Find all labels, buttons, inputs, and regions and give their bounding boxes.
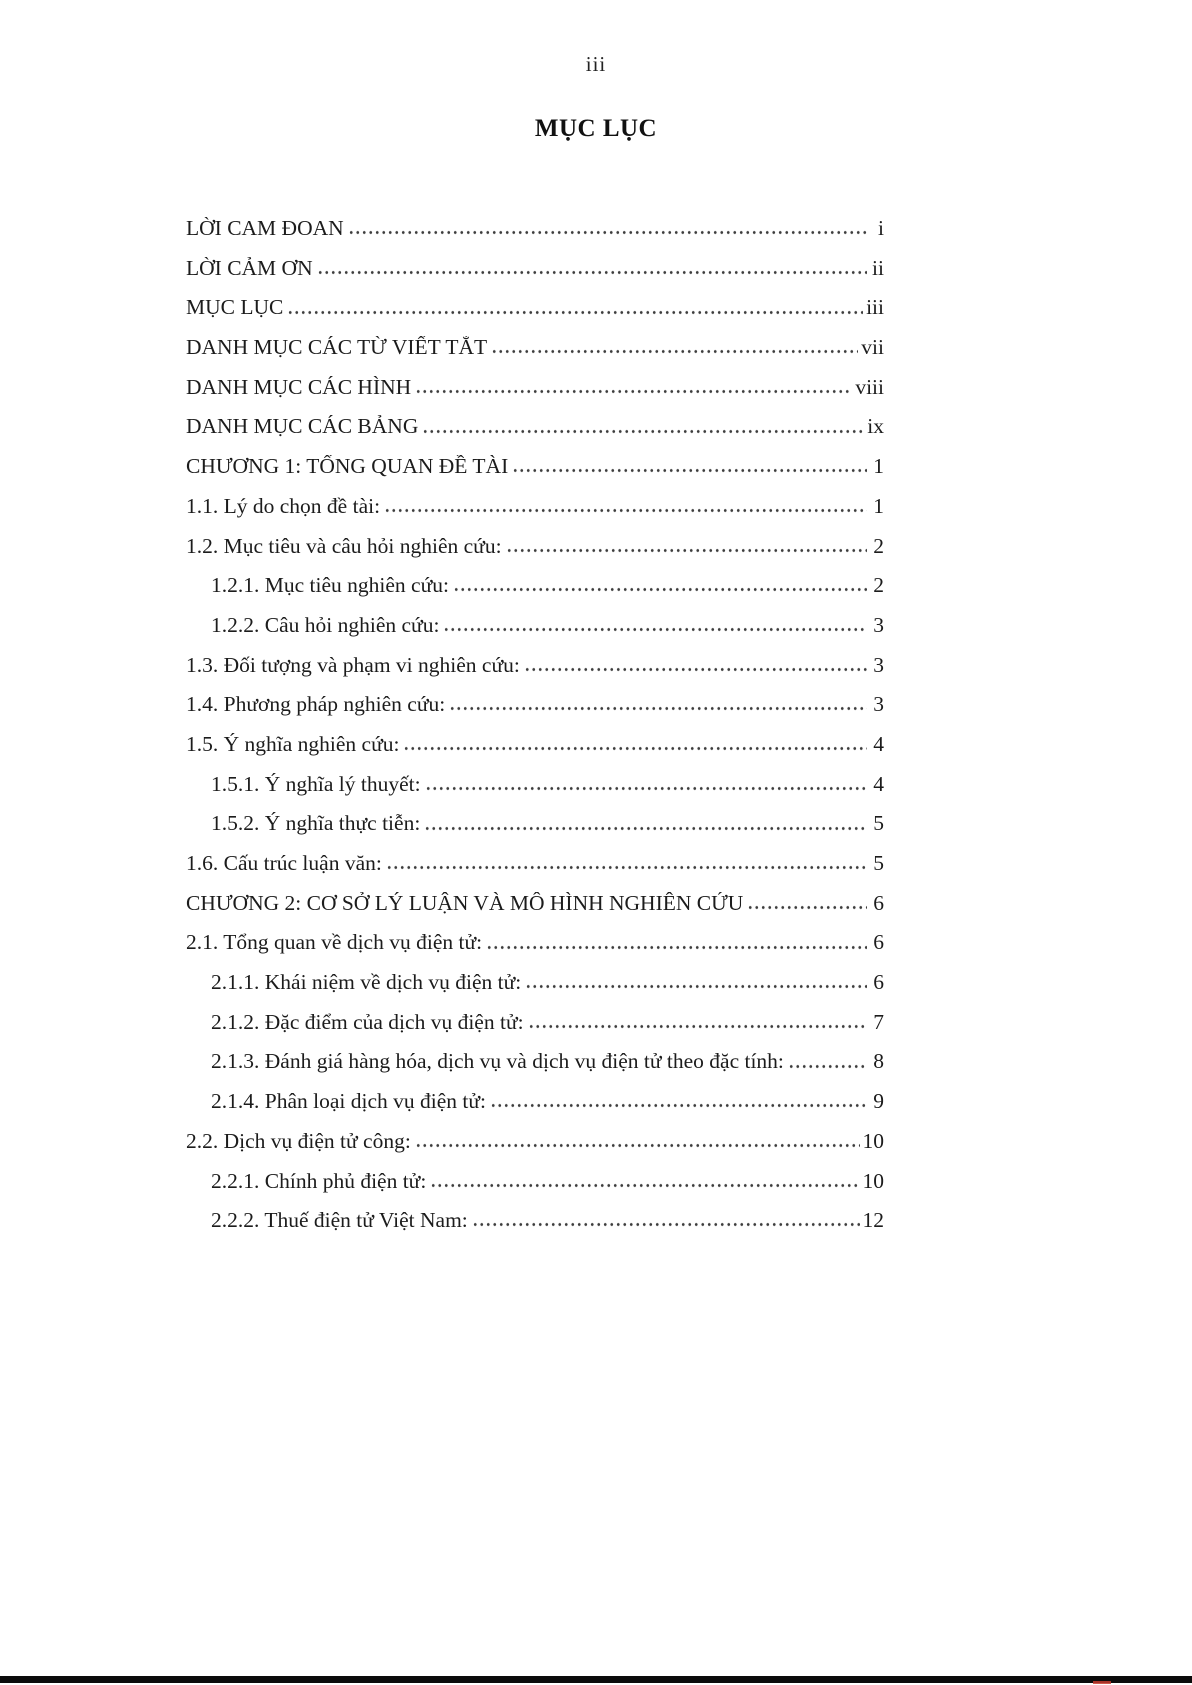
toc-entry[interactable] — [186, 717, 884, 757]
toc-entry[interactable] — [186, 955, 884, 995]
dot-leader-icon — [528, 995, 867, 1035]
toc-entry-page: 6 — [873, 930, 884, 955]
toc-entry-page: 10 — [862, 1128, 884, 1153]
toc-entry-label: MỤC LỤC — [186, 296, 284, 320]
toc-entry[interactable] — [186, 1193, 884, 1233]
toc-entry-label: 1.5.2. Ý nghĩa thực tiễn: — [211, 812, 421, 836]
toc-entry-label: 1.3. Đối tượng và phạm vi nghiên cứu: — [186, 653, 520, 677]
toc-entry-page: 1 — [873, 493, 884, 518]
toc-entry[interactable] — [186, 638, 884, 678]
toc-entry-label: CHƯƠNG 2: CƠ SỞ LÝ LUẬN VÀ MÔ HÌNH NGHIÊN CỨU — [186, 891, 744, 915]
toc-entry[interactable] — [186, 360, 884, 400]
dot-leader-icon — [415, 360, 852, 400]
toc-entry[interactable] — [186, 876, 884, 916]
dot-leader-icon — [386, 836, 867, 876]
toc-entry-label: 2.1.2. Đặc điểm của dịch vụ điện tử: — [211, 1010, 524, 1034]
toc-entry-label: 1.6. Cấu trúc luận văn: — [186, 852, 382, 876]
toc-entry-label: 1.1. Lý do chọn đề tài: — [186, 494, 381, 518]
toc-entry-label: 2.2.2. Thuế điện tử Việt Nam: — [211, 1209, 468, 1233]
toc-entry-page: 6 — [873, 890, 884, 915]
toc-entry-label: LỜI CẢM ƠN — [186, 256, 313, 280]
dot-leader-icon — [422, 399, 864, 439]
toc-entry-label: 1.2.1. Mục tiêu nghiên cứu: — [211, 574, 449, 598]
toc-entry[interactable] — [186, 796, 884, 836]
toc-entry-label: DANH MỤC CÁC HÌNH — [186, 375, 412, 399]
toc-entry[interactable] — [186, 677, 884, 717]
toc-entry[interactable] — [186, 399, 884, 439]
toc-entry-page: 1 — [873, 454, 884, 479]
dot-leader-icon — [449, 677, 867, 717]
dot-leader-icon — [415, 1114, 860, 1154]
toc-entry[interactable] — [186, 836, 884, 876]
scan-edge-bar — [0, 1676, 1192, 1683]
dot-leader-icon — [524, 638, 867, 678]
toc-entry-page: 6 — [873, 970, 884, 995]
toc-entry[interactable] — [186, 1154, 884, 1194]
toc-entry-label: 2.2. Dịch vụ điện tử công: — [186, 1129, 411, 1153]
dot-leader-icon — [506, 519, 867, 559]
toc-entry-label: 1.4. Phương pháp nghiên cứu: — [186, 693, 446, 717]
dot-leader-icon — [403, 717, 867, 757]
toc-entry[interactable] — [186, 1114, 884, 1154]
dot-leader-icon — [512, 439, 867, 479]
toc-entry-page: 4 — [873, 731, 884, 756]
dot-leader-icon — [525, 955, 867, 995]
toc-entry[interactable] — [186, 1074, 884, 1114]
toc-entry-page: 5 — [873, 851, 884, 876]
toc-entry-page: iii — [866, 295, 884, 320]
toc-entry-page: 10 — [862, 1168, 884, 1193]
dot-leader-icon — [443, 598, 867, 638]
toc-entry-label: 2.1.1. Khái niệm về dịch vụ điện tử: — [211, 971, 522, 995]
dot-leader-icon — [490, 1074, 867, 1114]
dot-leader-icon — [348, 201, 867, 241]
toc-entry-page: 2 — [873, 573, 884, 598]
toc-entry-label: CHƯƠNG 1: TỔNG QUAN ĐỀ TÀI — [186, 455, 509, 479]
toc-entry-page: i — [878, 216, 884, 241]
toc-entry-label: DANH MỤC CÁC TỪ VIẾT TẮT — [186, 336, 488, 360]
toc-entry-page: 5 — [873, 811, 884, 836]
dot-leader-icon — [384, 479, 867, 519]
toc-entry[interactable] — [186, 995, 884, 1035]
toc-entry-page: 3 — [873, 612, 884, 637]
toc-entry-page: 9 — [873, 1089, 884, 1114]
toc-entry-page: vii — [861, 335, 884, 360]
dot-leader-icon — [425, 757, 867, 797]
toc-entry-page: ix — [867, 414, 884, 439]
toc-entry[interactable] — [186, 201, 884, 241]
toc-entry[interactable] — [186, 320, 884, 360]
toc-entry[interactable] — [186, 241, 884, 281]
dot-leader-icon — [424, 796, 867, 836]
dot-leader-icon — [491, 320, 858, 360]
dot-leader-icon — [472, 1193, 860, 1233]
toc-entry-page: 8 — [873, 1049, 884, 1074]
toc-entry-label: 1.2. Mục tiêu và câu hỏi nghiên cứu: — [186, 534, 502, 558]
toc-entry-page: 2 — [873, 533, 884, 558]
toc-entry-label: LỜI CAM ĐOAN — [186, 217, 344, 241]
toc-entry-label: 1.2.2. Câu hỏi nghiên cứu: — [211, 613, 440, 637]
toc-entry-label: 1.5.1. Ý nghĩa lý thuyết: — [211, 772, 421, 796]
dot-leader-icon — [788, 1034, 867, 1074]
toc-entry[interactable] — [186, 1034, 884, 1074]
toc-entry-label: 2.2.1. Chính phủ điện tử: — [211, 1169, 427, 1193]
scan-red-artifact — [1093, 1681, 1111, 1684]
dot-leader-icon — [287, 280, 863, 320]
toc-entry-label: 2.1.4. Phân loại dịch vụ điện tử: — [211, 1090, 486, 1114]
toc-entry-page: 7 — [873, 1009, 884, 1034]
dot-leader-icon — [747, 876, 867, 916]
toc-entry[interactable] — [186, 280, 884, 320]
toc-entry-page: viii — [855, 374, 884, 399]
dot-leader-icon — [486, 915, 867, 955]
toc-entry[interactable] — [186, 439, 884, 479]
toc-entry[interactable] — [186, 757, 884, 797]
toc-entry[interactable] — [186, 598, 884, 638]
page-number-folio: iii — [585, 52, 607, 76]
dot-leader-icon — [317, 241, 867, 281]
dot-leader-icon — [430, 1154, 859, 1194]
toc-list — [186, 201, 884, 1233]
toc-entry[interactable] — [186, 915, 884, 955]
toc-entry[interactable] — [186, 479, 884, 519]
toc-entry-label: 1.5. Ý nghĩa nghiên cứu: — [186, 732, 400, 756]
toc-entry-page: 3 — [873, 652, 884, 677]
toc-entry-page: 4 — [873, 771, 884, 796]
toc-entry-label: 2.1. Tổng quan về dịch vụ điện tử: — [186, 931, 483, 955]
toc-entry-label: 2.1.3. Đánh giá hàng hóa, dịch vụ và dịch vụ điện tử theo đặc tính: — [211, 1050, 784, 1074]
dot-leader-icon — [453, 558, 867, 598]
toc-entry-page: 3 — [873, 692, 884, 717]
toc-entry-page: 12 — [862, 1208, 884, 1233]
toc-entry-page: ii — [872, 255, 884, 280]
toc-entry[interactable] — [186, 519, 884, 559]
toc-entry[interactable] — [186, 558, 884, 598]
toc-entry-label: DANH MỤC CÁC BẢNG — [186, 415, 419, 439]
page-title: MỤC LỤC — [534, 115, 658, 142]
